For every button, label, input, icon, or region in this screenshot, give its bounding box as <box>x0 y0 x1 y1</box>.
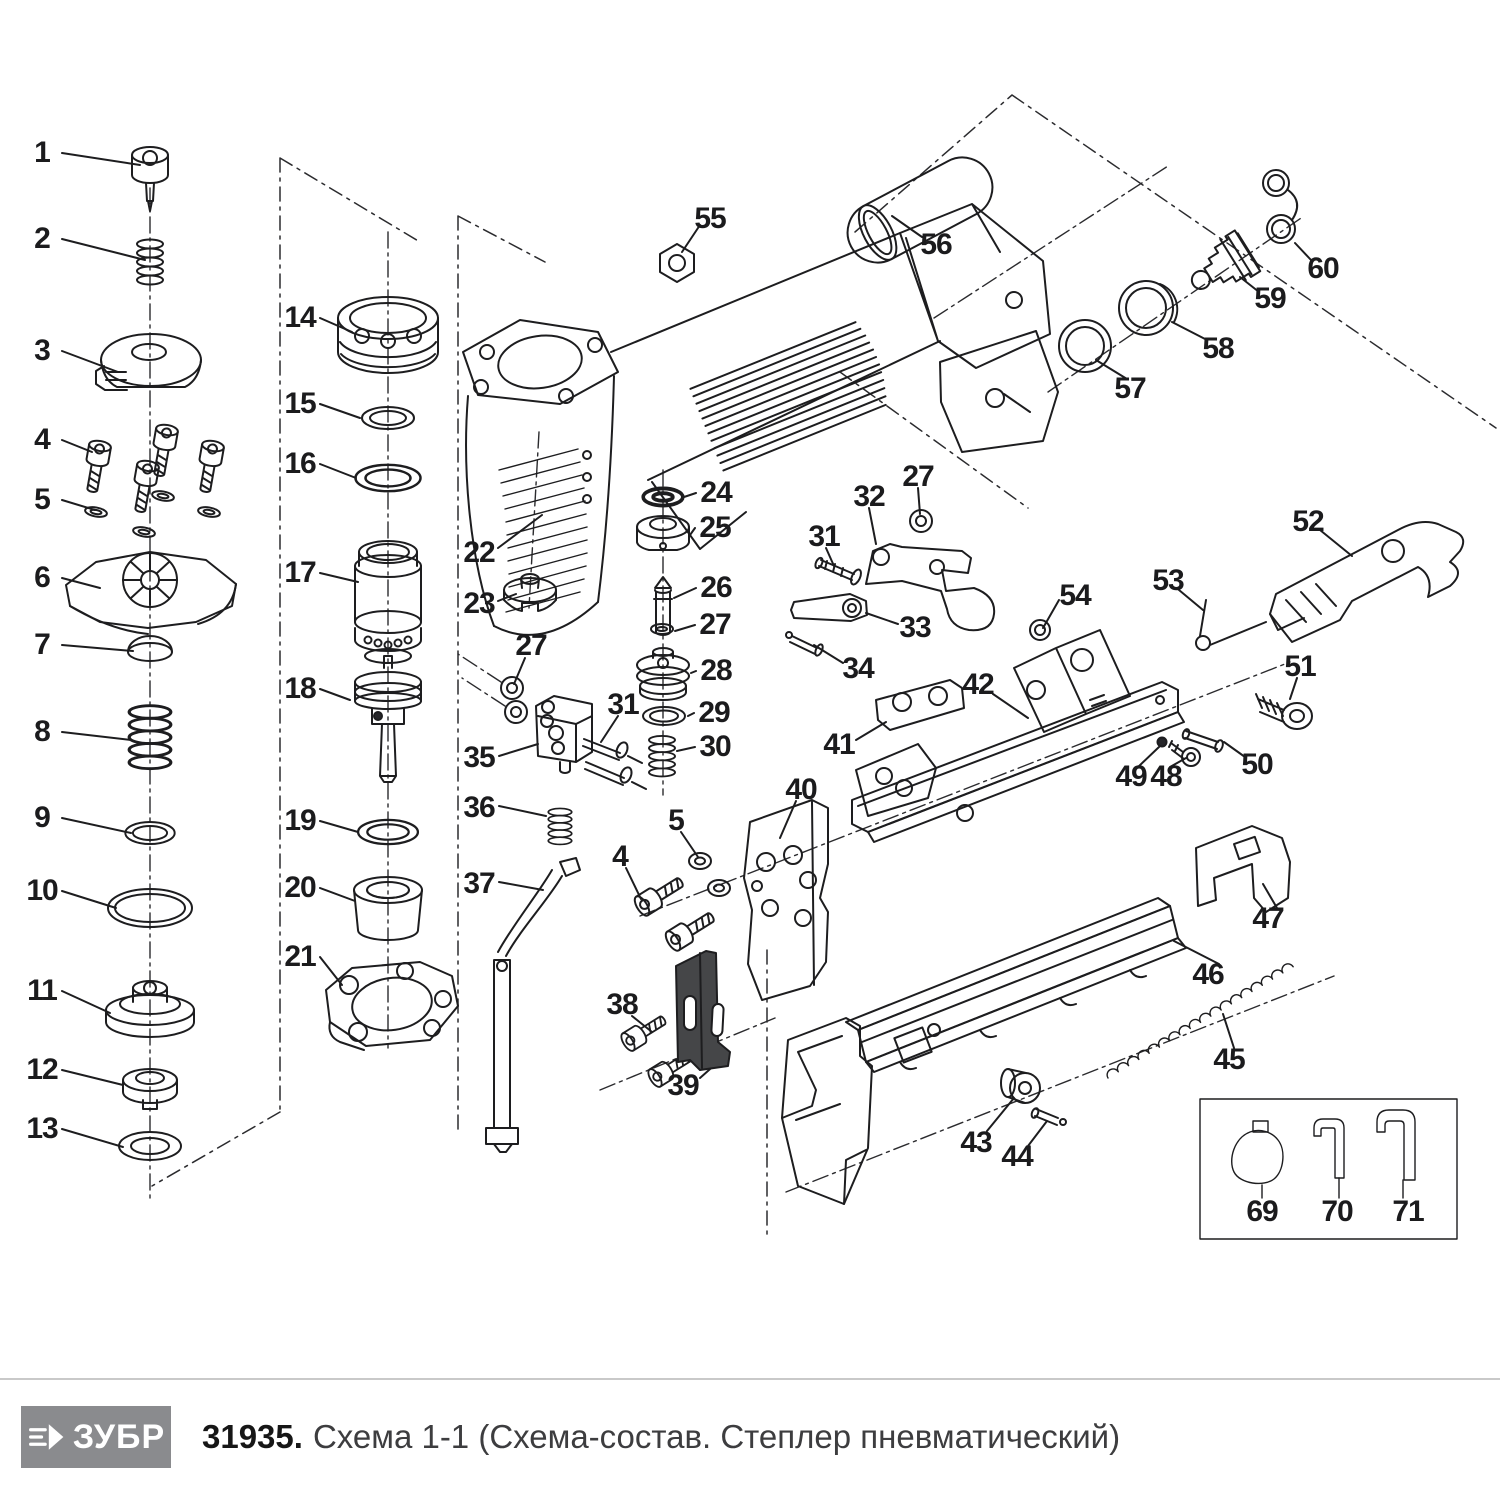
part-label-70: 70 <box>1321 1195 1353 1228</box>
part-label-42: 42 <box>962 668 994 701</box>
part-label-27: 27 <box>699 608 731 641</box>
hex-key-large-icon <box>1377 1110 1415 1198</box>
part-label-22: 22 <box>463 536 495 569</box>
part-label-27: 27 <box>902 460 934 493</box>
part-label-11: 11 <box>27 974 57 1007</box>
document-title: Схема 1-1 (Схема-состав. Степлер пневматический) <box>312 1418 1121 1455</box>
part-label-50: 50 <box>1241 748 1273 781</box>
part-59-air-fitting <box>1181 230 1262 305</box>
part-label-2: 2 <box>34 222 50 255</box>
part-43-roller <box>1001 1069 1040 1103</box>
part-40-front-plate <box>744 800 828 1000</box>
part-label-17: 17 <box>284 556 316 589</box>
part-5-washers <box>84 490 220 539</box>
part-label-59: 59 <box>1254 282 1286 315</box>
part-label-3: 3 <box>34 334 50 367</box>
part-label-49: 49 <box>1115 760 1147 793</box>
part-label-45: 45 <box>1213 1043 1245 1076</box>
part-35-valve-block <box>536 696 592 773</box>
part-label-44: 44 <box>1001 1140 1033 1173</box>
brand-logo <box>21 1406 171 1468</box>
part-label-7: 7 <box>34 628 50 661</box>
footer <box>0 1378 1500 1500</box>
part-55-hex-nut <box>660 244 694 282</box>
part-label-15: 15 <box>284 387 316 420</box>
part-42-guide-rail <box>852 630 1184 842</box>
part-54-ring <box>1030 620 1050 640</box>
part-label-27: 27 <box>515 629 547 662</box>
document-title-line <box>202 1406 1120 1468</box>
part-53-wire-pin <box>1196 600 1266 650</box>
part-label-39: 39 <box>667 1069 699 1102</box>
part-label-10: 10 <box>26 874 58 907</box>
part-label-33: 33 <box>899 611 931 644</box>
part-label-28: 28 <box>700 654 732 687</box>
part-label-1: 1 <box>34 136 50 169</box>
part-1-cap-screw <box>132 147 168 211</box>
part-label-52: 52 <box>1292 505 1324 538</box>
part-58-cap-rings <box>1119 281 1177 335</box>
part-label-29: 29 <box>698 696 730 729</box>
part-label-19: 19 <box>284 804 316 837</box>
part-52-latch-lever <box>1270 522 1463 642</box>
part-label-54: 54 <box>1059 579 1091 612</box>
part-label-5: 5 <box>34 483 50 516</box>
part-label-71: 71 <box>1392 1195 1424 1228</box>
part-label-69: 69 <box>1246 1195 1278 1228</box>
part-label-26: 26 <box>700 571 732 604</box>
part-label-5: 5 <box>668 804 684 837</box>
part-label-43: 43 <box>960 1126 992 1159</box>
part-51-screw <box>1256 694 1312 729</box>
part-3-exhaust-cap <box>96 334 201 390</box>
part-label-36: 36 <box>463 791 495 824</box>
part-34-pin <box>786 632 824 657</box>
part-30-spring <box>649 736 675 777</box>
part-label-31: 31 <box>808 520 840 553</box>
part-33-roller-lever <box>791 594 867 621</box>
part-label-4: 4 <box>612 840 628 873</box>
part-label-48: 48 <box>1150 760 1182 793</box>
part-29-o-ring <box>643 707 685 725</box>
part-19-o-ring <box>358 820 418 844</box>
part-label-57: 57 <box>1114 372 1146 405</box>
part-label-40: 40 <box>785 773 817 806</box>
part-36-spring <box>548 808 571 844</box>
part-label-8: 8 <box>34 715 50 748</box>
part-label-34: 34 <box>842 652 874 685</box>
part-label-47: 47 <box>1252 902 1284 935</box>
part-4-screws-front <box>632 872 718 953</box>
part-27-o-ring <box>910 510 932 532</box>
part-label-20: 20 <box>284 871 316 904</box>
hex-key-small-icon <box>1314 1119 1344 1198</box>
zubr-arrow-icon <box>27 1417 67 1457</box>
part-label-37: 37 <box>463 867 495 900</box>
part-39-wear-plate <box>676 951 730 1070</box>
part-label-31: 31 <box>607 688 639 721</box>
part-41-plate <box>876 680 964 730</box>
oil-bottle-icon <box>1232 1121 1283 1198</box>
part-label-35: 35 <box>463 741 495 774</box>
part-5-washers-front <box>689 853 730 896</box>
part-6-top-cap <box>66 552 236 634</box>
part-44-pin <box>1030 1107 1066 1125</box>
part-label-56: 56 <box>920 228 952 261</box>
part-label-13: 13 <box>26 1112 58 1145</box>
part-label-53: 53 <box>1152 564 1184 597</box>
part-31-pin <box>814 557 863 586</box>
document-code: 31935. <box>202 1418 303 1455</box>
part-label-51: 51 <box>1284 650 1316 683</box>
part-28-valve-stack <box>637 648 689 700</box>
part-label-38: 38 <box>606 988 638 1021</box>
part-label-6: 6 <box>34 561 50 594</box>
part-47-cover <box>1196 826 1290 912</box>
part-label-30: 30 <box>699 730 731 763</box>
part-label-16: 16 <box>284 447 316 480</box>
part-37-trigger-arm <box>486 858 580 1152</box>
part-label-41: 41 <box>823 728 855 761</box>
part-49-ball <box>1158 738 1167 747</box>
brand-name: ЗУБР <box>72 1417 166 1456</box>
part-label-18: 18 <box>284 672 316 705</box>
part-label-21: 21 <box>284 940 316 973</box>
part-label-14: 14 <box>284 301 316 334</box>
part-label-58: 58 <box>1202 332 1234 365</box>
part-label-46: 46 <box>1192 958 1224 991</box>
part-label-25: 25 <box>699 511 731 544</box>
part-label-9: 9 <box>34 801 50 834</box>
part-label-12: 12 <box>26 1053 58 1086</box>
part-label-4: 4 <box>34 423 50 456</box>
part-label-32: 32 <box>853 480 885 513</box>
part-21-gasket-plate <box>326 962 458 1050</box>
part-57-ring <box>1059 320 1111 372</box>
part-label-55: 55 <box>694 202 726 235</box>
part-27-o-rings-pair <box>501 677 527 723</box>
part-label-60: 60 <box>1307 252 1339 285</box>
part-4-screws <box>81 423 225 514</box>
part-label-24: 24 <box>700 476 732 509</box>
part-label-23: 23 <box>463 587 495 620</box>
